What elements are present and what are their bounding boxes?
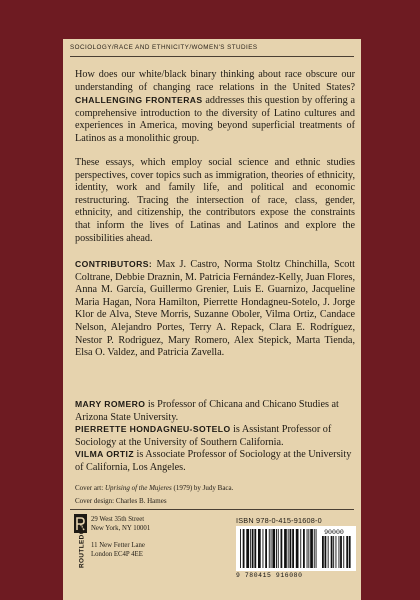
barcode-bar: [258, 529, 261, 568]
barcode-bar: [272, 529, 275, 568]
barcode-bar: [263, 529, 264, 568]
intro-text-part1: How does our white/black binary thinking about race obscure our understanding of changing race relations in the United States?: [75, 69, 355, 93]
barcode-bar: [307, 529, 308, 568]
editor-name: PIERRETTE HONDAGNEU-SOTELO: [75, 424, 231, 434]
bottom-rule: [70, 509, 354, 510]
intro-paragraph: [75, 69, 355, 146]
cover-art-rest: (1979) by Judy Baca.: [173, 484, 234, 492]
barcode-bar: [288, 529, 289, 568]
barcode-bar: [269, 529, 270, 568]
cover-design-credit: Cover design: Charles B. Hames: [75, 497, 167, 505]
barcode-bar: [246, 529, 249, 568]
contributors-paragraph: [75, 258, 355, 360]
barcode-addon-bar: [340, 536, 342, 568]
cover-art-label: Cover art:: [75, 484, 104, 492]
address-line: 11 New Fetter Lane: [91, 541, 145, 549]
barcode-addon-bar: [325, 536, 327, 568]
publisher-address: [91, 515, 231, 560]
barcode-bar: [281, 529, 283, 568]
barcode-bar: [316, 529, 317, 568]
category-line: SOCIOLOGY/RACE AND ETHNICITY/WOMEN'S STUDIES: [70, 44, 258, 51]
editor-name: VILMA ORTIZ: [75, 449, 134, 459]
barcode-bar: [292, 529, 294, 568]
address-line: London EC4P 4EE: [91, 551, 143, 559]
barcode-bar: [290, 529, 292, 568]
barcode-bar: [252, 529, 254, 568]
barcode-addon-bar: [322, 536, 324, 568]
barcode-digits: 9 780415 916080: [236, 572, 303, 579]
barcode-bar: [278, 529, 279, 568]
cover-art-credit: [75, 482, 355, 495]
barcode-addon-bar: [331, 536, 333, 568]
barcode-bar: [250, 529, 251, 568]
barcode-bar: [314, 529, 315, 568]
barcode-bars: [236, 526, 356, 571]
editor-bio-romero: [75, 398, 355, 424]
intro-text-part2: addresses this question by offering a comprehensive introduction to the diversity of Latino cultures and experiences in America, moving beyond superficial treatments of Latinos as a monolithic group.: [75, 95, 356, 144]
publisher-logo-text: ROUTLEDGE: [78, 524, 86, 568]
contributors-names: Max J. Castro, Norma Stoltz Chinchilla, Scott Coltrane, Debbie Draznin, M. Patricia Fernández-Kelly, Juan Flores, Anna M. García, Guillermo Grenier, Luis E. Guarnizo, Jacqueline Maria Hagan, Nora Hamilton, Pierrette Hondagneu-Sotelo, J. Jorge Klor de Alva, Steve Morris, Suzanne Oboler, Vilma Ortiz, Candace Nelson, Alejandro Portes, Terry A. Repack, Clara E. Rodríguez, Nestor P. Rodriguez, Mary Romero, Alex Stepick, Marta Tienda, Elsa O. Valdez, and Patricia Zavella.: [75, 259, 356, 359]
book-title: CHALLENGING FRONTERAS: [75, 95, 203, 106]
cover-art-title: Uprising of the Mujeres: [104, 484, 172, 492]
barcode-bar: [240, 529, 241, 568]
barcode-bar: [303, 529, 305, 568]
editor-bio-text: is Assistant Professor of Sociology at the University of Southern California.: [75, 424, 332, 448]
editor-bio-hondagneu-sotelo: [75, 423, 355, 449]
barcode-bar: [276, 529, 277, 568]
barcode-bar: [284, 529, 287, 568]
barcode-addon-bar: [336, 536, 337, 568]
barcode-addon-bar: [346, 536, 348, 568]
address-spacer: [91, 534, 231, 541]
barcode-addon-bar: [343, 536, 344, 568]
barcode: [236, 526, 356, 571]
barcode-addon-bar: [339, 536, 340, 568]
barcode-bar: [265, 529, 267, 568]
contributors-label: CONTRIBUTORS:: [75, 259, 153, 269]
isbn-label: ISBN 978-0-415-91608-0: [236, 516, 322, 525]
address-line: 29 West 35th Street: [91, 516, 145, 523]
barcode-bar: [254, 529, 256, 568]
barcode-bar: [300, 529, 301, 568]
editor-bio-ortiz: [75, 448, 355, 474]
barcode-bar: [310, 529, 313, 568]
barcode-bar: [243, 529, 245, 568]
editor-name: MARY ROMERO: [75, 399, 146, 409]
editor-bio-text: is Associate Professor of Sociology at the University of California, Los Angeles.: [75, 449, 352, 473]
barcode-bar: [308, 529, 309, 568]
essays-paragraph: These essays, which employ social science and ethnic studies perspectives, cover topics such as immigration, theories of ethnicity, identity, work and family life, and political and economic restructuring. Tracing the intersection of race, class, gender, ethnicity, and citizenship, the contributors expose the constraints that inform the lives of Latinas and Latinos and explore the possibilities ahead.: [75, 157, 355, 244]
barcode-addon-bar: [333, 536, 334, 568]
routledge-logo-icon: [74, 514, 87, 570]
barcode-addon-bar: [328, 536, 329, 568]
editor-bio-text: is Professor of Chicana and Chicano Studies at Arizona State University.: [75, 399, 339, 423]
barcode-bar: [271, 529, 272, 568]
address-line: New York, NY 10001: [91, 525, 151, 533]
top-maroon-band: [0, 0, 420, 39]
barcode-bar: [296, 529, 299, 568]
price-code: 90000: [324, 529, 344, 536]
barcode-addon-bar: [349, 536, 351, 568]
top-rule: [70, 56, 354, 57]
